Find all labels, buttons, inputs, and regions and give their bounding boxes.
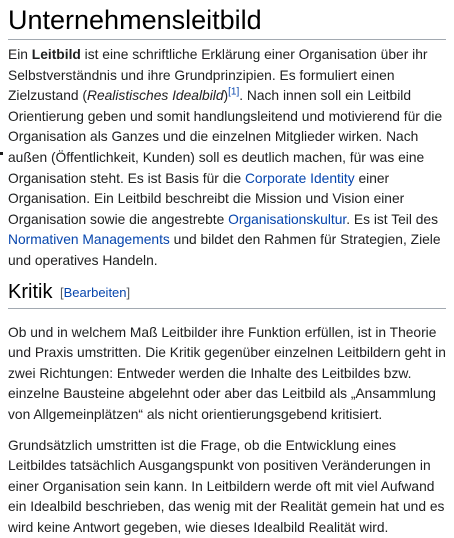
page-title: Unternehmensleitbild xyxy=(8,0,446,40)
intro-italic-term: Realistisches Idealbild xyxy=(87,88,224,103)
edge-marker xyxy=(0,152,3,155)
edit-bracket-open: [ xyxy=(60,285,64,300)
intro-text-1: Ein xyxy=(8,47,32,62)
intro-text-3: ) xyxy=(224,88,229,103)
section-heading-text: Kritik xyxy=(8,281,52,303)
intro-bold-term: Leitbild xyxy=(32,47,81,62)
intro-paragraph xyxy=(8,45,446,272)
footnote-link[interactable]: [1] xyxy=(228,87,239,98)
intro-text-6: . Es ist Teil des xyxy=(346,212,438,227)
edit-bracket-close: ] xyxy=(127,285,131,300)
organisationskultur-link[interactable]: Organisationskultur xyxy=(228,212,346,227)
normatives-management-link[interactable]: Normativen Managements xyxy=(8,232,170,247)
intro-text-4: . Nach innen soll ein Leitbild Orientierung geben und somit handlungsleitend und motivierend für die Organisation als Ganzes und die einzelnen Mitglieder wirken. Nach außen (Öffentlichkeit, Kunden) soll es deutlich machen, für was eine Organisation steht. Es ist Basis für die xyxy=(8,88,442,185)
edit-section-wrapper xyxy=(60,285,130,300)
intro-text-2: ist eine schriftliche Erklärung einer Organisation über ihr Selbstverständnis und ihre Grundprinzipien. Es formuliert einen Zielzustand ( xyxy=(8,47,427,103)
intro-text-7: und bildet den Rahmen für Strategien, Ziele und operatives Handeln. xyxy=(8,232,441,268)
intro-text-5: einer Organisation. Ein Leitbild beschreibt die Mission und Vision einer Organisation sowie die angestrebte xyxy=(8,171,404,227)
corporate-identity-link[interactable]: Corporate Identity xyxy=(245,171,355,186)
section-heading-kritik xyxy=(8,279,446,309)
edit-section-link[interactable]: Bearbeiten xyxy=(64,285,127,300)
kritik-paragraph-1: Ob und in welchem Maß Leitbilder ihre Funktion erfüllen, ist in Theorie und Praxis umstritten. Die Kritik gegenüber einzelnen Leitbildern geht in zwei Richtungen: Entweder werden die Inhalte des Leitbildes bzw. einzelne Bausteine abgelehnt oder aber das Leitbild als „Ansammlung von Allgemeinplätzen“ als nicht orientierungsgebend kritisiert. xyxy=(8,323,446,426)
kritik-paragraph-2: Grundsätzlich umstritten ist die Frage, ob die Entwicklung eines Leitbildes tatsächlich Ausgangspunkt von positiven Veränderungen in einer Organisation sein kann. In Leitbildern werde oft mit viel Aufwand ein Idealbild beschrieben, das wenig mit der Realität gemein hat und es wird keine Antwort gegeben, wie dieses Idealbild Realität wird. xyxy=(8,436,446,538)
